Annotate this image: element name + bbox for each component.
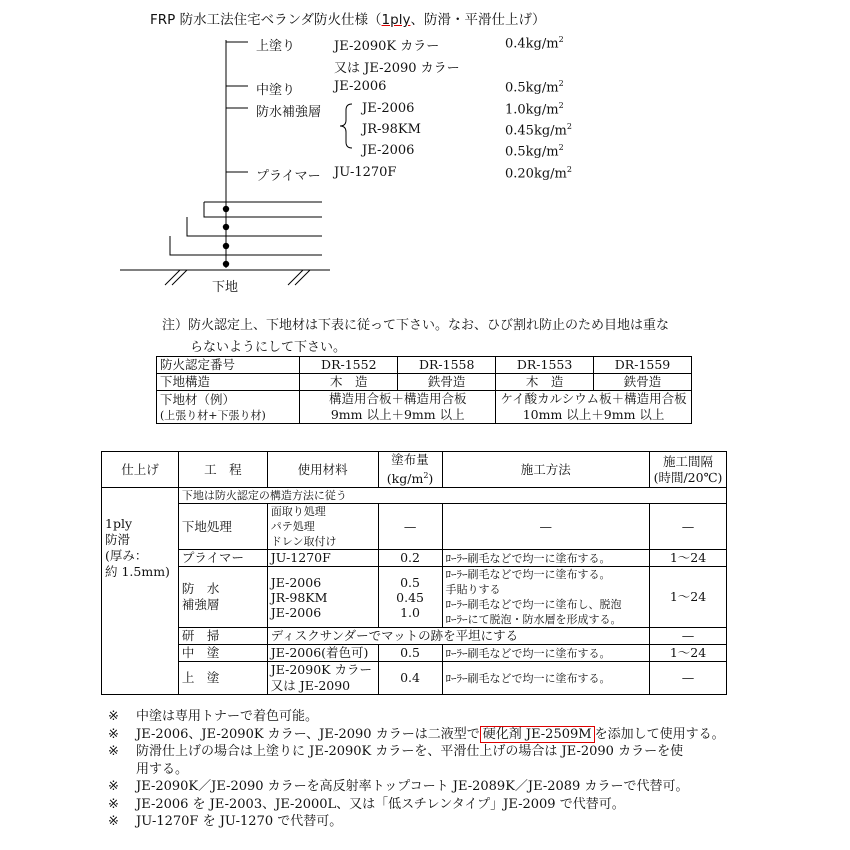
- finish-cell: 1ply 防滑 (厚み： 約 1.5mm): [102, 488, 179, 695]
- table-header-row: [102, 452, 727, 488]
- materials-topcoat: JE-2090K カラー 又は JE-2090: [267, 662, 378, 695]
- table-row: [102, 567, 727, 628]
- interval-sanding: —: [650, 628, 727, 645]
- reinforce-amount-1: $1.0kg/m^2$: [505, 101, 564, 118]
- interval-primer: 1～24: [650, 550, 727, 567]
- layer-name-topcoat: 上塗り: [256, 39, 296, 54]
- footnote: ※ 防滑仕上げの場合は上塗りに JE-2090K カラーを、平滑仕上げの場合は JE-2090 カラーを使 用する。: [108, 744, 684, 777]
- table-row: [157, 391, 692, 424]
- hardener-highlight: 硬化剤 JE-2509M: [480, 726, 595, 743]
- layer-name-primer: プライマー: [256, 169, 321, 184]
- table-row: [157, 357, 692, 374]
- substrate-rule: 下地は防火認定の構造方法に従う: [178, 488, 726, 504]
- footnote: ※ 中塗は専用トナーで着色可能。: [108, 709, 319, 724]
- footnotes: [108, 708, 725, 831]
- footnote: ※ JE-2006 を JE-2003、JE-2000L、又は「低スチレンタイプ」JE-2009 で代替可。: [108, 796, 625, 812]
- reinforce-product-1: JE-2006: [362, 101, 415, 116]
- layer-name-reinforce: 防水補強層: [256, 105, 322, 120]
- midcoat-product: JE-2006: [334, 79, 387, 94]
- midcoat-amount: $0.5kg/m^2$: [505, 79, 564, 96]
- process-primer: プライマー: [178, 550, 267, 567]
- footnote: ※ JE-2090K／JE-2090 カラーを高反射率トップコート JE-2089K／JE-2089 カラーで代替可。: [108, 779, 689, 794]
- cert-no-4: DR-1559: [594, 357, 692, 374]
- interval-topcoat: —: [650, 662, 727, 695]
- header-method: 施工方法: [442, 452, 649, 488]
- primer-amount: $0.20kg/m^2$: [505, 165, 572, 182]
- method-midcoat: ﾛｰﾗｰ刷毛などで均一に塗布する。: [442, 645, 649, 662]
- structure-4: 鉄骨造: [594, 374, 692, 391]
- structure-3: 木 造: [496, 374, 594, 391]
- layer-name-midcoat: 中塗り: [256, 83, 296, 98]
- note-line-1: 注）防火認定上、下地材は下表に従って下さい。なお、ひび割れ防止のため目地は重な: [162, 318, 670, 333]
- header-materials: 使用材料: [267, 452, 378, 488]
- row-header-cert-no: 防火認定番号: [157, 357, 300, 374]
- table-row: [102, 645, 727, 662]
- material-wood-steel-1: 構造用合板＋構造用合板 9mm 以上＋9mm 以上: [300, 391, 496, 424]
- process-topcoat: 上 塗: [178, 662, 267, 695]
- method-topcoat: ﾛｰﾗｰ刷毛などで均一に塗布する。: [442, 662, 649, 695]
- structure-2: 鉄骨造: [398, 374, 496, 391]
- process-reinforce: 防 水 補強層: [178, 567, 267, 628]
- table-row: [102, 662, 727, 695]
- materials-reinforce: JE-2006 JR-98KM JE-2006: [267, 567, 378, 628]
- note-line-2: らないようにして下さい。: [190, 340, 347, 355]
- coverage-substrate: —: [378, 504, 442, 550]
- reinforce-amount-3: $0.5kg/m^2$: [505, 143, 564, 160]
- table-row: [102, 628, 727, 645]
- method-reinforce: ﾛｰﾗｰ刷毛などで均一に塗布する。 手貼りする ﾛｰﾗｰ刷毛などで均一に塗布し、脱泡 ﾛｰﾗｰにて脱泡・防水層を形成する。: [442, 567, 649, 628]
- sanding-text: ディスクサンダーでマットの跡を平坦にする: [267, 628, 649, 645]
- method-substrate: —: [442, 504, 649, 550]
- table-row: [157, 374, 692, 391]
- interval-reinforce: 1～24: [650, 567, 727, 628]
- spec-table: [101, 451, 727, 695]
- cert-no-3: DR-1553: [496, 357, 594, 374]
- reinforce-product-3: JE-2006: [362, 143, 415, 158]
- materials-substrate: 面取り処理 パテ処理 ドレン取付け: [267, 504, 378, 550]
- structure-1: 木 造: [300, 374, 398, 391]
- method-primer: ﾛｰﾗｰ刷毛などで均一に塗布する。: [442, 550, 649, 567]
- materials-primer: JU-1270F: [267, 550, 378, 567]
- title-highlight: 1ply: [381, 12, 411, 28]
- footnote: ※ JE-2006、JE-2090K カラー、JE-2090 カラーは二液型で 硬化剤 JE-2509M を添加して使用する。: [108, 726, 725, 742]
- topcoat-product-2: 又は JE-2090 カラー: [334, 61, 460, 76]
- table-row: [102, 488, 727, 504]
- table-row: [102, 550, 727, 567]
- cert-no-1: DR-1552: [300, 357, 398, 374]
- title-prefix: FRP 防水工法住宅ベランダ防火仕様（: [150, 12, 382, 28]
- table-row: [102, 504, 727, 550]
- process-substrate: 下地処理: [178, 504, 267, 550]
- header-coverage: 塗布量 $(kg/m^2)$: [378, 452, 442, 488]
- coverage-midcoat: 0.5: [378, 645, 442, 662]
- interval-midcoat: 1～24: [650, 645, 727, 662]
- process-midcoat: 中 塗: [178, 645, 267, 662]
- coverage-reinforce: 0.5 0.45 1.0: [378, 567, 442, 628]
- material-wood-steel-2: ケイ酸カルシウム板＋構造用合板 10mm 以上＋9mm 以上: [496, 391, 692, 424]
- header-interval: 施工間隔 (時間/20℃): [650, 452, 727, 488]
- title-suffix: 、防滑・平滑仕上げ）: [410, 12, 546, 28]
- reinforce-amount-2: $0.45kg/m^2$: [505, 122, 572, 139]
- row-header-structure: 下地構造: [157, 374, 300, 391]
- coverage-primer: 0.2: [378, 550, 442, 567]
- primer-product: JU-1270F: [334, 165, 397, 180]
- header-finish: 仕上げ: [102, 452, 179, 488]
- cert-no-2: DR-1558: [398, 357, 496, 374]
- topcoat-amount: $0.4kg/m^2$: [505, 35, 564, 52]
- row-header-material: 下地材（例） (上張り材+下張り材): [157, 391, 300, 424]
- reinforce-product-2: JR-98KM: [362, 122, 421, 137]
- coverage-topcoat: 0.4: [378, 662, 442, 695]
- interval-substrate: —: [650, 504, 727, 550]
- topcoat-product-1: JE-2090K カラー: [334, 39, 440, 54]
- fire-cert-table: [156, 356, 692, 424]
- footnote: ※ JU-1270F を JU-1270 で代替可。: [108, 814, 343, 829]
- substrate-label: 下地: [212, 280, 239, 295]
- materials-midcoat: JE-2006(着色可): [267, 645, 378, 662]
- process-sanding: 研 掃: [178, 628, 267, 645]
- header-process: 工 程: [178, 452, 267, 488]
